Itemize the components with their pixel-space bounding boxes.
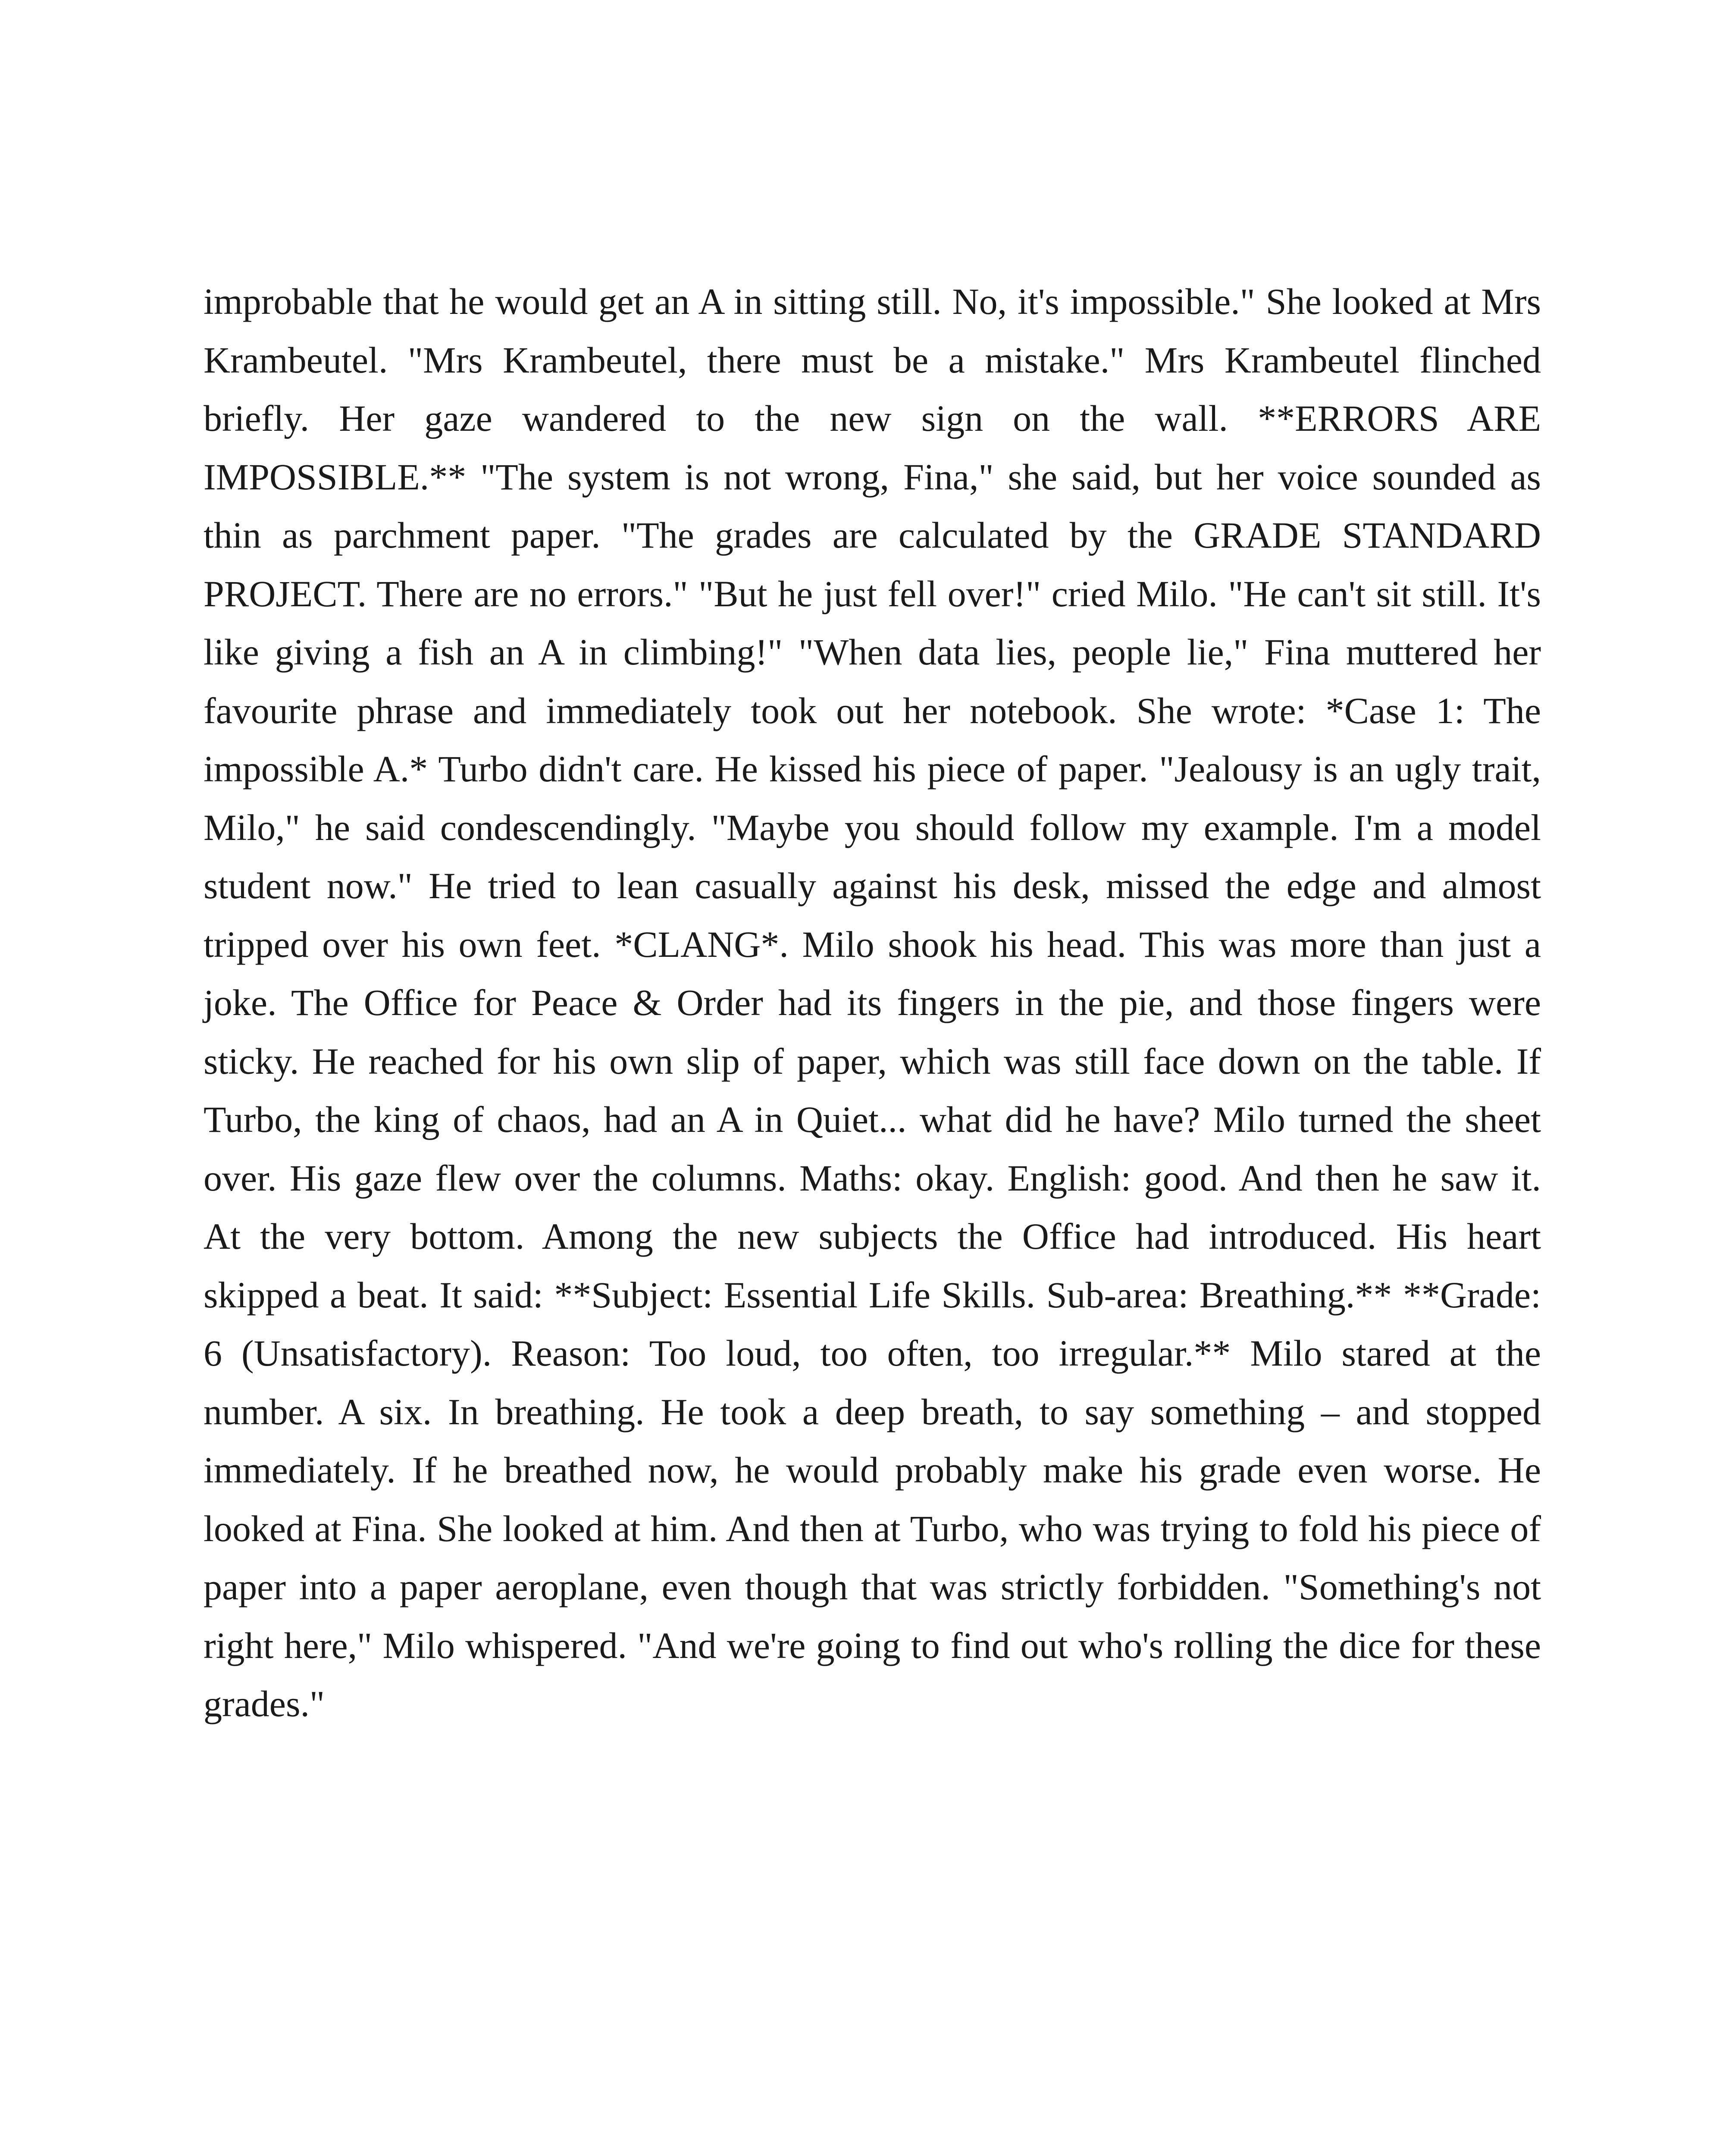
body-paragraph: improbable that he would get an A in sitting still. No, it's impossible." She looked at Mrs Krambeutel. "Mrs Krambeutel, there must be a mistake." Mrs Krambeutel flinched briefly. Her gaze wandered to the new sign on the wall. **ERRORS ARE IMPOSSIBLE.** "The system is not wrong, Fina," she said, but her voice sounded as thin as parchment paper. "The grades are calculated by the GRADE STANDARD PROJECT. There are no errors." "But he just fell over!" cried Milo. "He can't sit still. It's like giving a fish an A in climbing!" "When data lies, people lie," Fina muttered her favourite phrase and immediately took out her notebook. She wrote: *Case 1: The impossible A.* Turbo didn't care. He kissed his piece of paper. "Jealousy is an ugly trait, Milo," he said condescendingly. "Maybe you should follow my example. I'm a model student now." He tried to lean casually against his desk, missed the edge and almost tripped over his own feet. *CLANG*. Milo shook his head. This was more than just a joke. The Office for Peace & Order had its fingers in the pie, and those fingers were sticky. He reached for his own slip of paper, which was still face down on the table. If Turbo, the king of chaos, had an A in Quiet... what did he have? Milo turned the sheet over. His gaze flew over the columns. Maths: okay. English: good. And then he saw it. At the very bottom. Among the new subjects the Office had introduced. His heart skipped a beat. It said: **Subject: Essential Life Skills. Sub-area: Breathing.** **Grade: 6 (Unsatisfactory). Reason: Too loud, too often, too irregular.** Milo stared at the number. A six. In breathing. He took a deep breath, to say something – and stopped immediately. If he breathed now, he would probably make his grade even worse. He looked at Fina. She looked at him. And then at Turbo, who was trying to fold his piece of paper into a paper aeroplane, even though that was strictly forbidden. "Something's not right here," Milo whispered. "And we're going to find out who's rolling the dice for these grades." bbox=[204, 281, 1541, 1724]
